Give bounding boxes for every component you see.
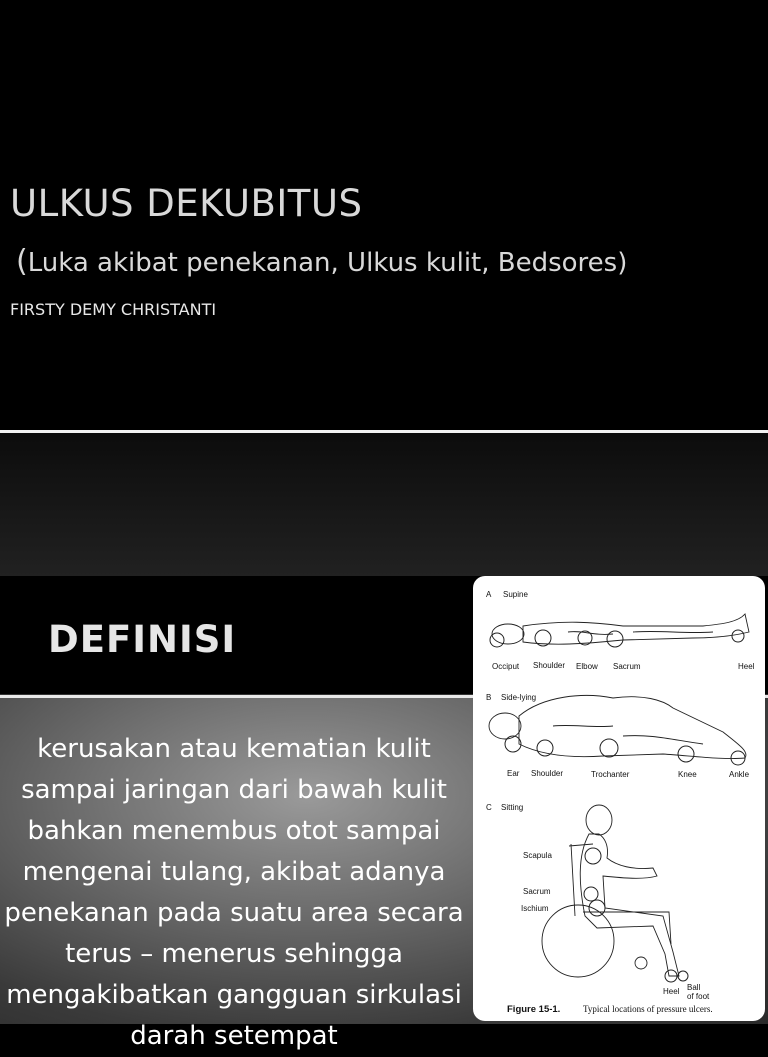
side-label-ear: Ear <box>507 769 520 778</box>
supine-label-elbow: Elbow <box>576 662 598 671</box>
subtitle-paren: ( <box>16 244 28 279</box>
slide-subtitle <box>16 244 627 279</box>
side-label-knee: Knee <box>678 770 697 779</box>
definition-slide <box>0 433 768 1051</box>
pressure-ulcer-illustration <box>473 576 765 1021</box>
side-label-shoulder: Shoulder <box>531 769 564 778</box>
subtitle-text: Luka akibat penekanan, Ulkus kulit, Bedsores) <box>27 248 628 278</box>
sitting-label-heel: Heel <box>663 987 680 996</box>
sitting-body <box>542 805 688 982</box>
supine-body <box>490 614 749 647</box>
supine-label-shoulder: Shoulder <box>533 661 566 670</box>
section-title: DEFINISI <box>48 618 237 661</box>
section-b-letter: B <box>486 693 492 702</box>
sitting-label-scapula: Scapula <box>523 851 552 860</box>
author-name: FIRSTY DEMY CHRISTANTI <box>10 300 217 319</box>
section-b-title: Side-lying <box>501 693 537 702</box>
pressure-ulcer-figure <box>473 576 765 1021</box>
supine-label-heel: Heel <box>738 662 755 671</box>
side-label-ankle: Ankle <box>729 770 750 779</box>
sitting-label-sacrum: Sacrum <box>523 887 551 896</box>
sitting-label-ball: Ball <box>687 983 701 992</box>
supine-label-occiput: Occiput <box>492 662 520 671</box>
definition-text: kerusakan atau kematian kulit sampai jaringan dari bawah kulit bahkan menembus otot sampai mengenai tulang, akibat adanya penekanan pada suatu area secara terus – menerus sehingga mengakibatkan gangguan sirkulasi darah setempat <box>4 734 464 1051</box>
section-a-title: Supine <box>503 590 528 599</box>
supine-label-sacrum: Sacrum <box>613 662 641 671</box>
section-c-title: Sitting <box>501 803 524 812</box>
figure-caption-label: Figure 15-1. <box>507 1004 561 1015</box>
section-a-letter: A <box>486 590 492 599</box>
side-lying-body <box>489 695 746 765</box>
figure-caption-text: Typical locations of pressure ulcers. <box>583 1004 713 1014</box>
side-label-trochanter: Trochanter <box>591 770 630 779</box>
section-c-letter: C <box>486 803 492 812</box>
title-slide <box>0 0 768 430</box>
slide-title: ULKUS DEKUBITUS <box>10 182 363 225</box>
sitting-label-ischium: Ischium <box>521 904 549 913</box>
sitting-label-of-foot: of foot <box>687 992 710 1001</box>
